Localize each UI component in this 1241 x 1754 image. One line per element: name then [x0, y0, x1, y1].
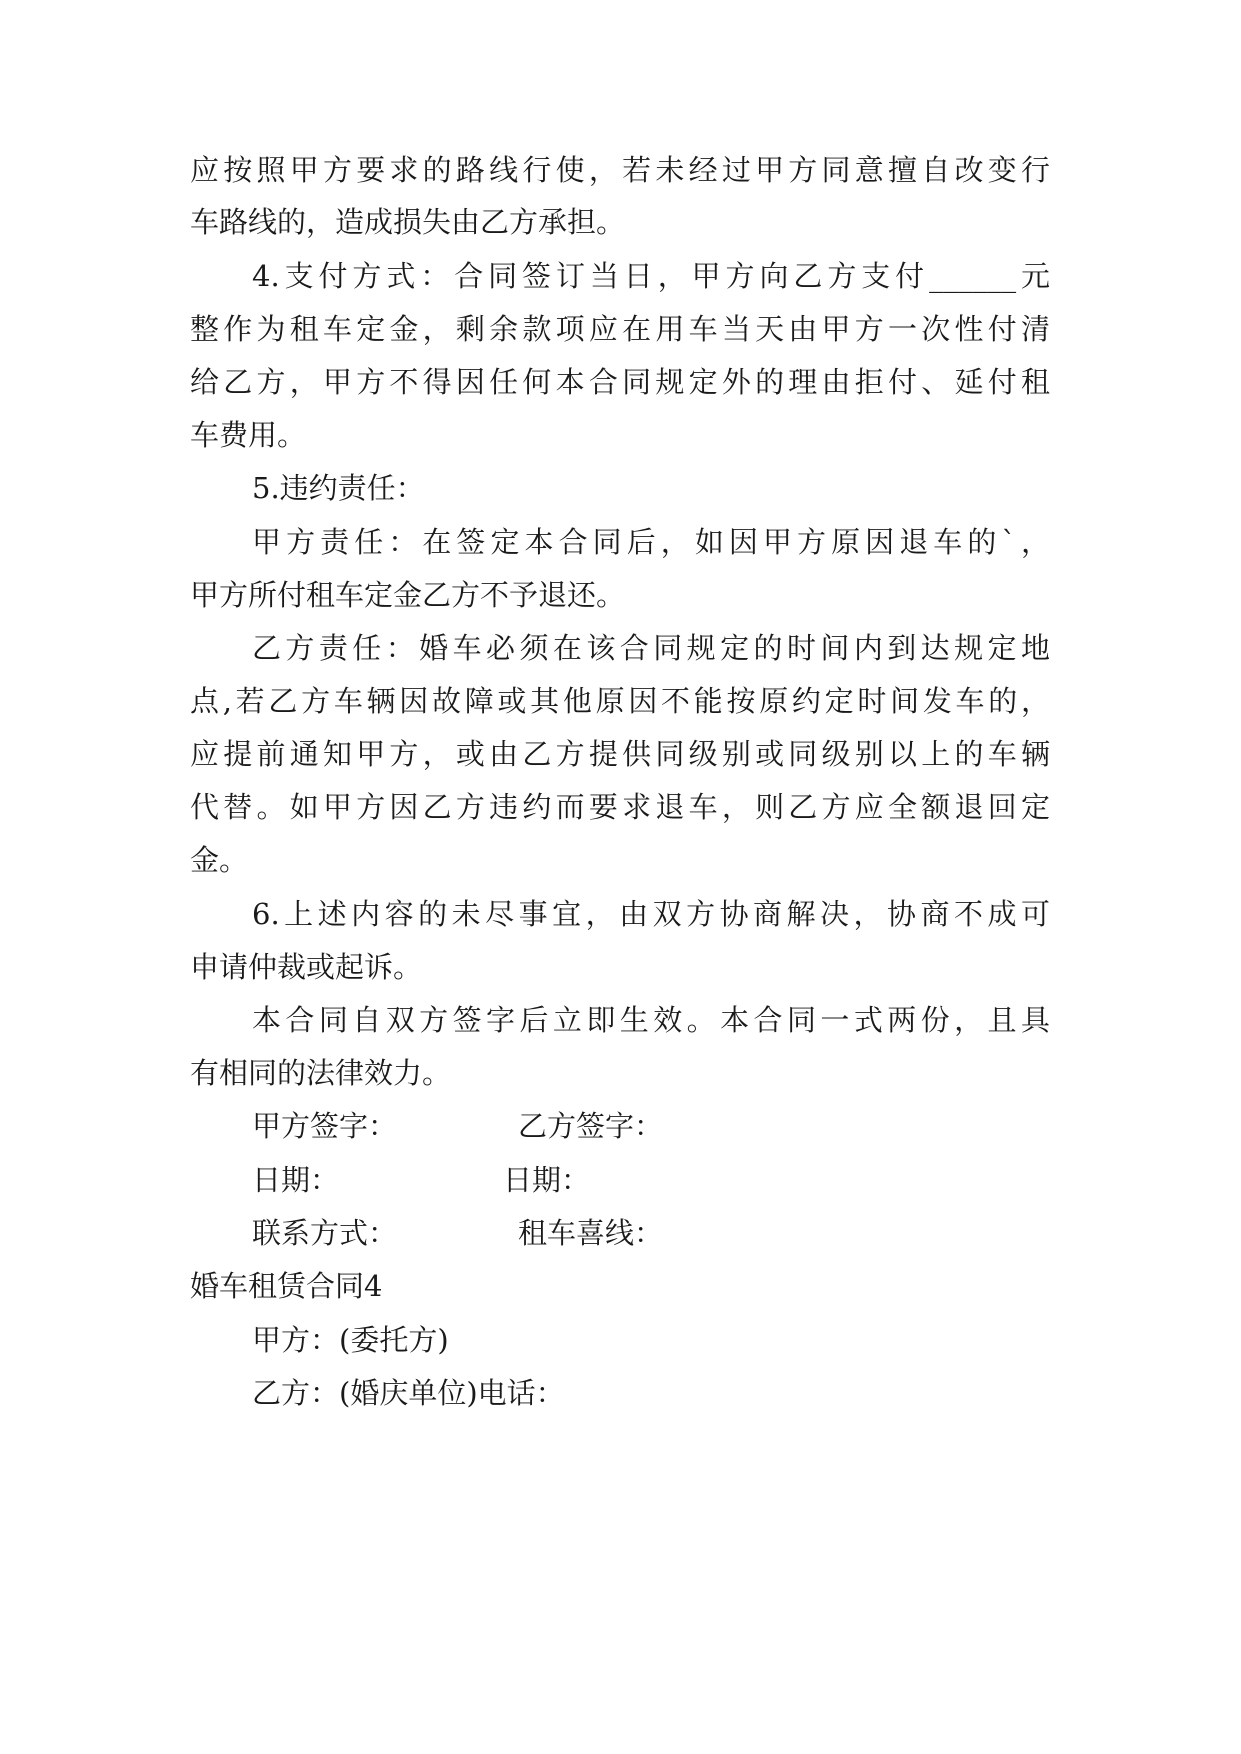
next-party-b: 乙方：(婚庆单位)电话：	[252, 1376, 565, 1410]
party-b-responsibility-line-5: 金。	[190, 843, 249, 877]
next-party-a: 甲方：(委托方)	[252, 1323, 449, 1357]
party-b-date-label: 日期：	[503, 1163, 591, 1197]
party-b-responsibility-line-2: 点,若乙方车辆因故障或其他原因不能按原约定时间发车的，	[190, 684, 1050, 718]
payment-paragraph-line-3: 给乙方，甲方不得因任何本合同规定外的理由拒付、延付租	[190, 365, 1050, 399]
dispute-paragraph-line-2: 申请仲裁或起诉。	[190, 950, 423, 984]
payment-paragraph-line-1: 4.支付方式：合同签订当日，甲方向乙方支付______元	[252, 259, 1050, 293]
hotline-label: 租车喜线：	[518, 1216, 664, 1250]
payment-paragraph-line-2: 整作为租车定金，剩余款项应在用车当天由甲方一次性付清	[190, 312, 1050, 346]
party-b-responsibility-line-1: 乙方责任：婚车必须在该合同规定的时间内到达规定地	[252, 631, 1050, 665]
contract-title: 婚车租赁合同4	[190, 1269, 383, 1303]
party-a-date-label: 日期：	[252, 1163, 340, 1197]
contact-label: 联系方式：	[252, 1216, 398, 1250]
party-a-responsibility-line-2: 甲方所付租车定金乙方不予退还。	[190, 578, 626, 612]
route-paragraph-line-1: 应按照甲方要求的路线行使，若未经过甲方同意擅自改变行	[190, 153, 1050, 187]
route-paragraph-line-2: 车路线的，造成损失由乙方承担。	[190, 205, 626, 239]
effect-paragraph-line-2: 有相同的法律效力。	[190, 1056, 452, 1090]
effect-paragraph-line-1: 本合同自双方签字后立即生效。本合同一式两份，且具	[252, 1003, 1050, 1037]
payment-paragraph-line-4: 车费用。	[190, 418, 307, 452]
breach-heading: 5.违约责任：	[252, 471, 425, 505]
party-a-responsibility-line-1: 甲方责任：在签定本合同后，如因甲方原因退车的`，	[252, 525, 1050, 559]
party-a-signature-label: 甲方签字：	[252, 1109, 398, 1143]
party-b-responsibility-line-4: 代替。如甲方因乙方违约而要求退车，则乙方应全额退回定	[190, 790, 1050, 824]
dispute-paragraph-line-1: 6.上述内容的未尽事宜，由双方协商解决，协商不成可	[252, 897, 1050, 931]
party-b-responsibility-line-3: 应提前通知甲方，或由乙方提供同级别或同级别以上的车辆	[190, 737, 1050, 771]
party-b-signature-label: 乙方签字：	[518, 1109, 664, 1143]
